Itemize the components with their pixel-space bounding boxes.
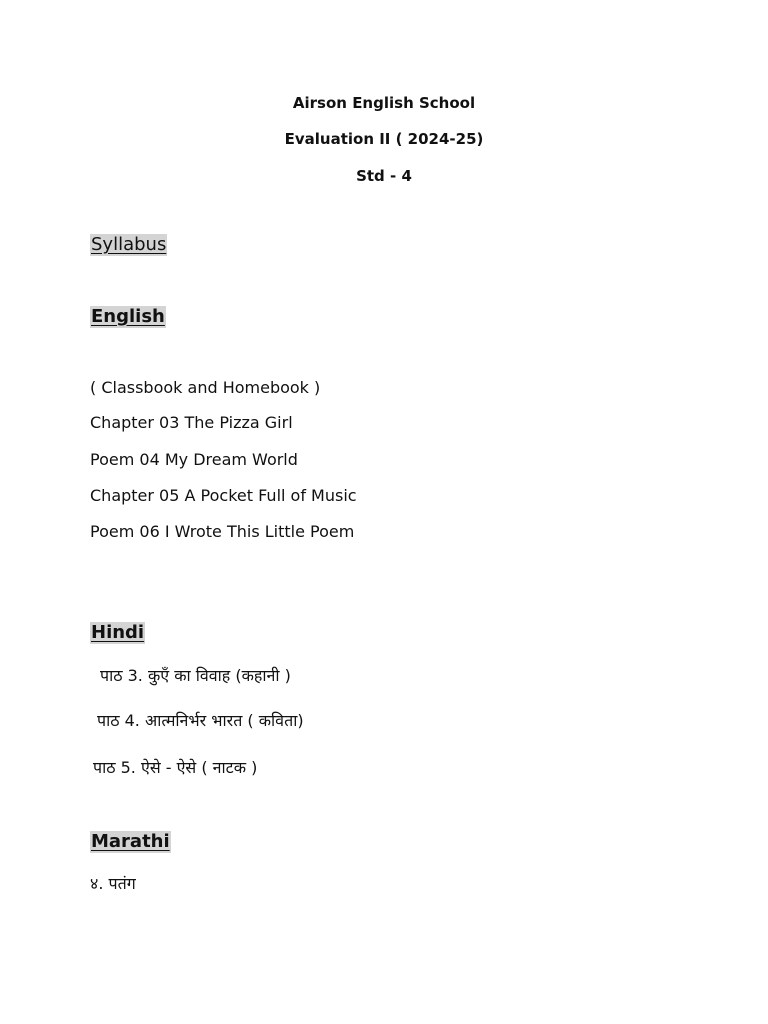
school-name: Airson English School xyxy=(292,94,476,112)
hindi-item-path-3: पाठ 3. कुएँ का विवाह (कहानी ) xyxy=(100,666,291,685)
english-item-chapter-03: Chapter 03 The Pizza Girl xyxy=(90,413,293,432)
english-heading: English xyxy=(91,306,165,327)
english-item-poem-06: Poem 06 I Wrote This Little Poem xyxy=(90,522,355,541)
marathi-heading: Marathi xyxy=(91,831,170,852)
hindi-heading: Hindi xyxy=(91,622,145,643)
marathi-item-patang: ४. पतंग xyxy=(90,874,136,893)
evaluation-title: Evaluation II ( 2024-25) xyxy=(284,130,484,148)
hindi-item-path-4: पाठ 4. आत्मनिर्भर भारत ( कविता) xyxy=(97,711,304,730)
english-item-poem-04: Poem 04 My Dream World xyxy=(90,450,298,469)
english-item-note: ( Classbook and Homebook ) xyxy=(90,378,321,397)
standard-label: Std - 4 xyxy=(356,167,412,185)
english-item-chapter-05: Chapter 05 A Pocket Full of Music xyxy=(90,486,357,505)
syllabus-heading: Syllabus xyxy=(91,234,167,255)
hindi-item-path-5: पाठ 5. ऐसे - ऐसे ( नाटक ) xyxy=(93,758,258,777)
